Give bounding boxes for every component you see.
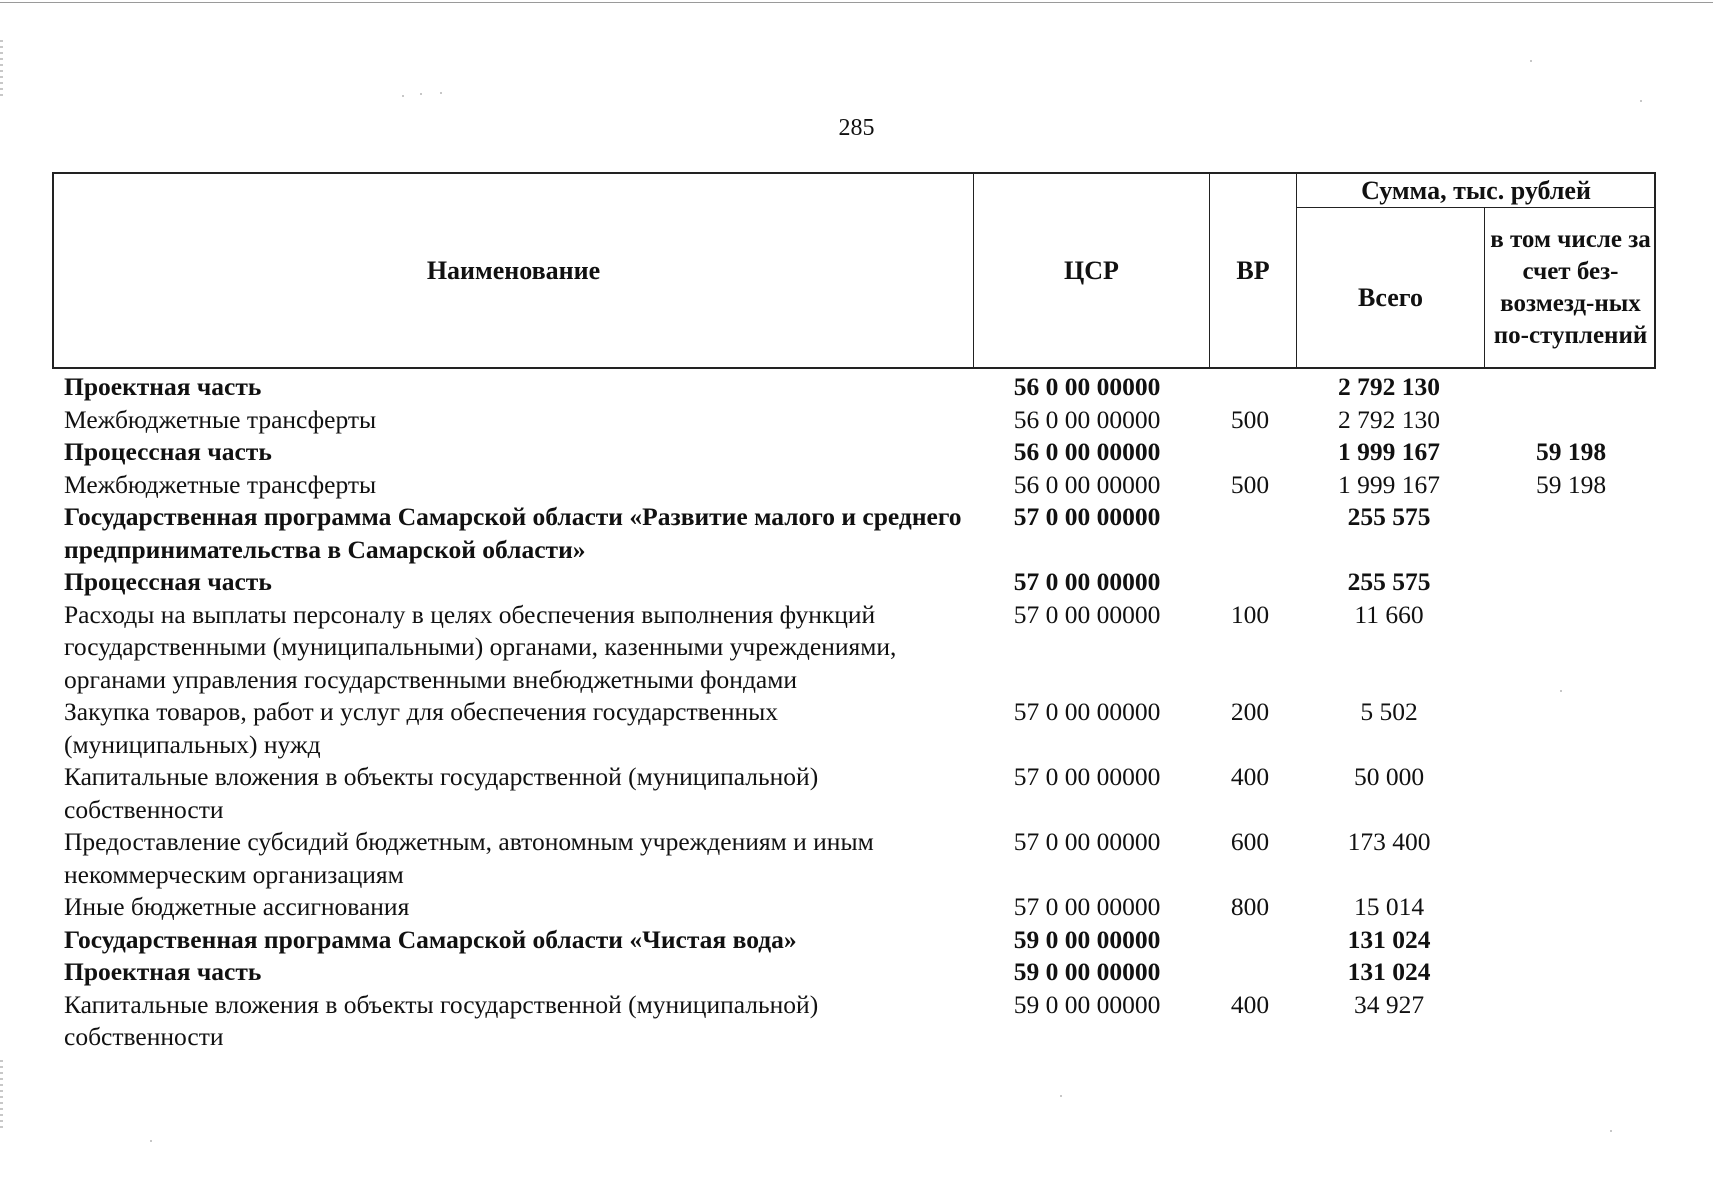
row-vr: 400 (1230, 989, 1270, 1019)
row-csr: 59 0 00 00000 (1013, 989, 1161, 1019)
scan-speck (402, 95, 404, 97)
row-name: Закупка товаров, работ и услуг для обеспечения государственных (муниципальных) нужд (64, 697, 785, 759)
row-name: Капитальные вложения в объекты государственной (муниципальной) собственности (64, 762, 825, 824)
row-free: 59 198 (1535, 469, 1607, 499)
header-free: в том числе за счет без-возмезд-ных по-ступлений (1490, 225, 1651, 349)
row-total: 255 575 (1347, 567, 1431, 596)
row-total: 1 999 167 (1338, 437, 1440, 466)
row-total: 5 502 (1360, 697, 1418, 726)
table-row (0, 599, 1713, 697)
scan-speck (1060, 1095, 1062, 1097)
row-total: 131 024 (1347, 924, 1431, 954)
scan-edge-line (0, 2, 1713, 3)
row-vr: 400 (1230, 762, 1270, 791)
header-sum: Сумма, тыс. рублей (1361, 175, 1591, 205)
row-name: Межбюджетные трансферты (64, 469, 377, 499)
table-row (0, 696, 1713, 761)
table-row (0, 891, 1713, 924)
header-name: Наименование (426, 255, 601, 285)
table-row (0, 436, 1713, 469)
header-csr: ЦСР (1064, 255, 1119, 285)
row-free: 59 198 (1535, 437, 1607, 466)
row-csr: 56 0 00 00000 (1013, 372, 1161, 401)
row-total: 11 660 (1354, 599, 1424, 629)
row-vr: 200 (1230, 697, 1270, 726)
page-number: 285 (838, 115, 875, 141)
table-header (52, 172, 1656, 369)
row-vr: 500 (1230, 404, 1270, 434)
table-row (0, 956, 1713, 989)
row-total: 2 792 130 (1338, 372, 1440, 401)
row-csr: 56 0 00 00000 (1013, 437, 1161, 466)
scan-noise (0, 40, 3, 100)
row-csr: 57 0 00 00000 (1013, 567, 1161, 596)
row-name: Процессная часть (64, 567, 272, 596)
row-csr: 59 0 00 00000 (1013, 957, 1161, 986)
row-total: 255 575 (1347, 502, 1431, 531)
row-vr: 800 (1230, 892, 1270, 921)
table-row (0, 501, 1713, 566)
table-row (0, 826, 1713, 891)
row-name: Капитальные вложения в объекты государственной (муниципальной) собственности (64, 989, 825, 1051)
row-name: Государственная программа Самарской области «Развитие малого и среднего предпринимательства в Самарской области» (64, 502, 968, 564)
row-name: Иные бюджетные ассигнования (64, 892, 410, 921)
row-total: 1 999 167 (1338, 469, 1440, 499)
scan-speck (150, 1140, 152, 1142)
row-name: Государственная программа Самарской области «Чистая вода» (64, 924, 797, 954)
row-csr: 57 0 00 00000 (1013, 827, 1161, 856)
row-csr: 57 0 00 00000 (1013, 762, 1161, 791)
scan-speck (420, 93, 422, 95)
row-total: 2 792 130 (1338, 404, 1440, 434)
table-row (0, 469, 1713, 502)
row-vr: 600 (1230, 827, 1270, 856)
table-row (0, 371, 1713, 404)
row-csr: 56 0 00 00000 (1013, 404, 1161, 434)
row-name: Расходы на выплаты персоналу в целях обеспечения выполнения функций государственными (муниципальными) органами, казенными учреждениями, органами управления государственными внебюджетными фондами (64, 599, 903, 694)
scan-speck (1640, 100, 1642, 102)
row-total: 173 400 (1347, 827, 1431, 856)
row-vr: 100 (1230, 599, 1270, 629)
row-name: Межбюджетные трансферты (64, 404, 377, 434)
row-total: 34 927 (1353, 989, 1425, 1019)
row-csr: 59 0 00 00000 (1013, 924, 1161, 954)
table-row (0, 404, 1713, 437)
header-total: Всего (1358, 282, 1423, 312)
scan-speck (1560, 690, 1562, 692)
row-name: Проектная часть (64, 372, 262, 401)
row-csr: 56 0 00 00000 (1013, 469, 1161, 499)
row-vr: 500 (1230, 469, 1270, 499)
table-row (0, 761, 1713, 826)
scan-speck (1610, 1130, 1612, 1132)
header-vr: ВР (1236, 255, 1270, 285)
row-name: Предоставление субсидий бюджетным, автономным учреждениям и иным некоммерческим организациям (64, 827, 881, 889)
scan-noise (0, 1060, 3, 1130)
scan-speck (1530, 60, 1532, 62)
table-row (0, 566, 1713, 599)
row-name: Проектная часть (64, 957, 262, 986)
row-total: 131 024 (1347, 957, 1431, 986)
scan-speck (440, 92, 442, 94)
table-row (0, 989, 1713, 1054)
row-name: Процессная часть (64, 437, 272, 466)
row-total: 15 014 (1353, 892, 1425, 921)
row-csr: 57 0 00 00000 (1013, 502, 1161, 531)
row-total: 50 000 (1353, 762, 1425, 791)
row-csr: 57 0 00 00000 (1013, 599, 1161, 629)
row-csr: 57 0 00 00000 (1013, 892, 1161, 921)
row-csr: 57 0 00 00000 (1013, 697, 1161, 726)
table-row (0, 924, 1713, 957)
table-body (0, 371, 1713, 1054)
